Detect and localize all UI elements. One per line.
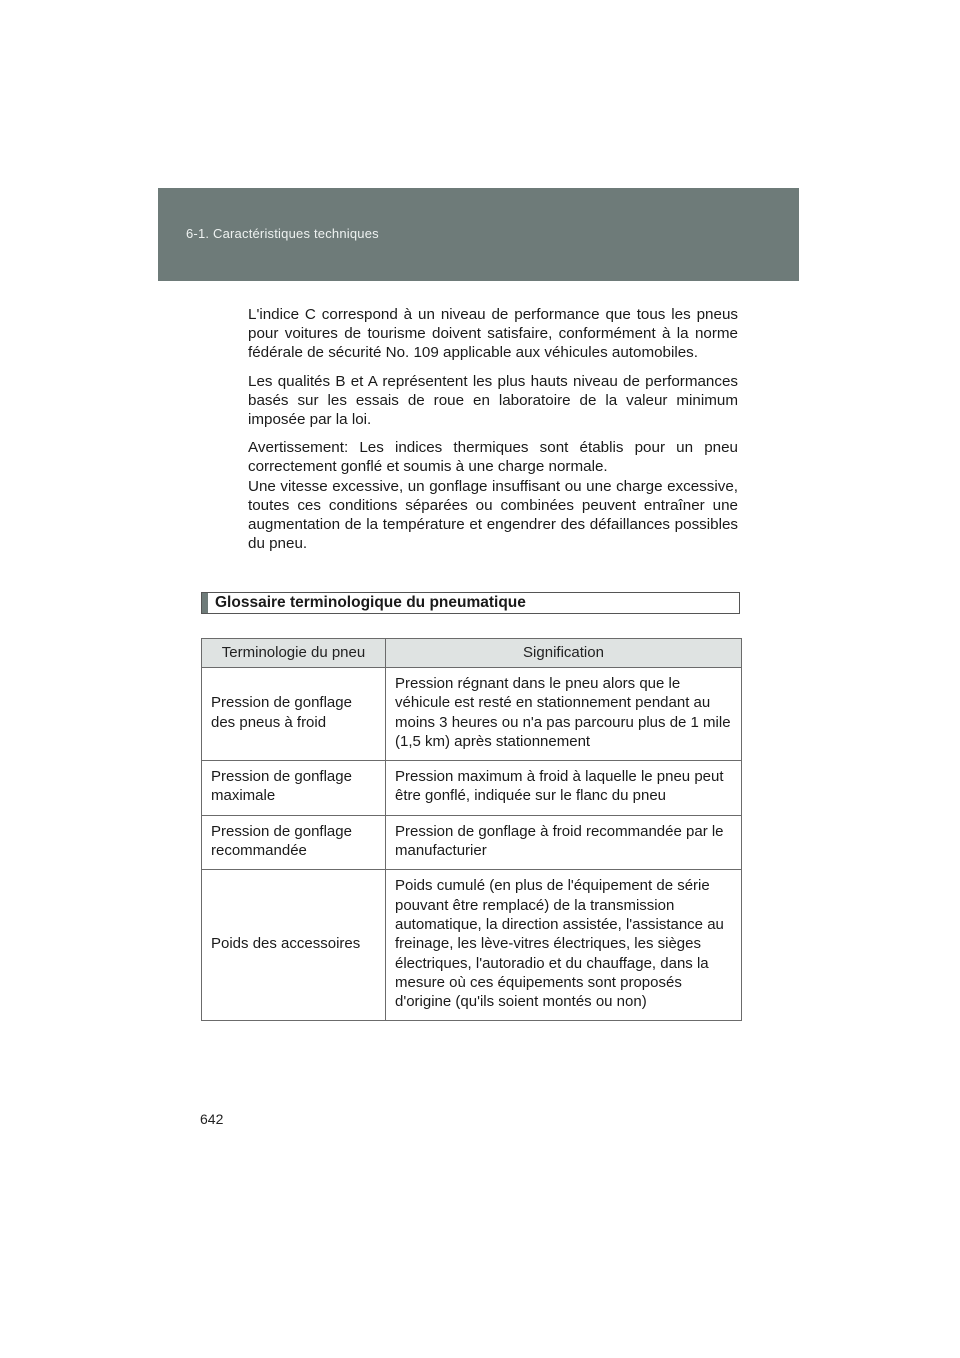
table-header-row: [202, 639, 742, 668]
glossary-table: [201, 638, 742, 1021]
paragraph-grade-c: L'indice C correspond à un niveau de performance que tous les pneus pour voitures de tourisme doivent satisfaire, conformément à la norme fédérale de sécurité No. 109 applicable aux véhicules automobiles.: [248, 306, 738, 362]
section-header-band: [158, 188, 799, 281]
table-row: [202, 815, 742, 870]
paragraph-excess-conditions: Une vitesse excessive, un gonflage insuffisant ou une charge excessive, toutes ces conditions séparées ou combinées peuvent entraîner une augmentation de la température et engendrer des défaillances possibles du pneu.: [248, 477, 738, 553]
table-row: [202, 870, 742, 1021]
table-row: [202, 668, 742, 761]
glossary-heading-text: Glossaire terminologique du pneumatique: [215, 594, 526, 611]
body-text: [248, 305, 738, 562]
meaning-cell: Pression maximum à froid à laquelle le pneu peut être gonflé, indiquée sur le flanc du pneu: [386, 761, 742, 816]
page-number: 642: [200, 1111, 224, 1127]
paragraph-grades-b-a: Les qualités B et A représentent les plus hauts niveau de performances basés sur les essais de roue en laboratoire de la valeur minimum imposée par la loi.: [248, 372, 738, 429]
column-header-term: Terminologie du pneu: [202, 639, 386, 668]
term-cell: Poids des accessoires: [202, 870, 386, 1021]
column-header-meaning: Signification: [386, 639, 742, 668]
paragraph-warning: Avertissement: Les indices thermiques sont établis pour un pneu correctement gonflé et soumis à une charge normale.: [248, 439, 738, 476]
term-cell: Pression de gonflage recommandée: [202, 815, 386, 870]
term-cell: Pression de gonflage maximale: [202, 761, 386, 816]
table-row: [202, 761, 742, 816]
meaning-cell: Pression de gonflage à froid recommandée par le manufacturier: [386, 815, 742, 870]
meaning-cell: Poids cumulé (en plus de l'équipement de série pouvant être remplacé) de la transmission automatique, la direction assistée, l'assistance au freinage, les lève-vitres électriques, les sièges électriques, l'autoradio et du chauffage, dans la mesure où ces équipements sont proposés d'origine (qu'ils soient montés ou non): [386, 870, 742, 1021]
meaning-cell: Pression régnant dans le pneu alors que le véhicule est resté en stationnement pendant au moins 3 heures ou n'a pas parcouru plus de 1 mile (1,5 km) après stationnement: [386, 668, 742, 761]
term-cell: Pression de gonflage des pneus à froid: [202, 668, 386, 761]
glossary-heading: [201, 592, 740, 614]
section-title: 6-1. Caractéristiques techniques: [186, 226, 379, 241]
